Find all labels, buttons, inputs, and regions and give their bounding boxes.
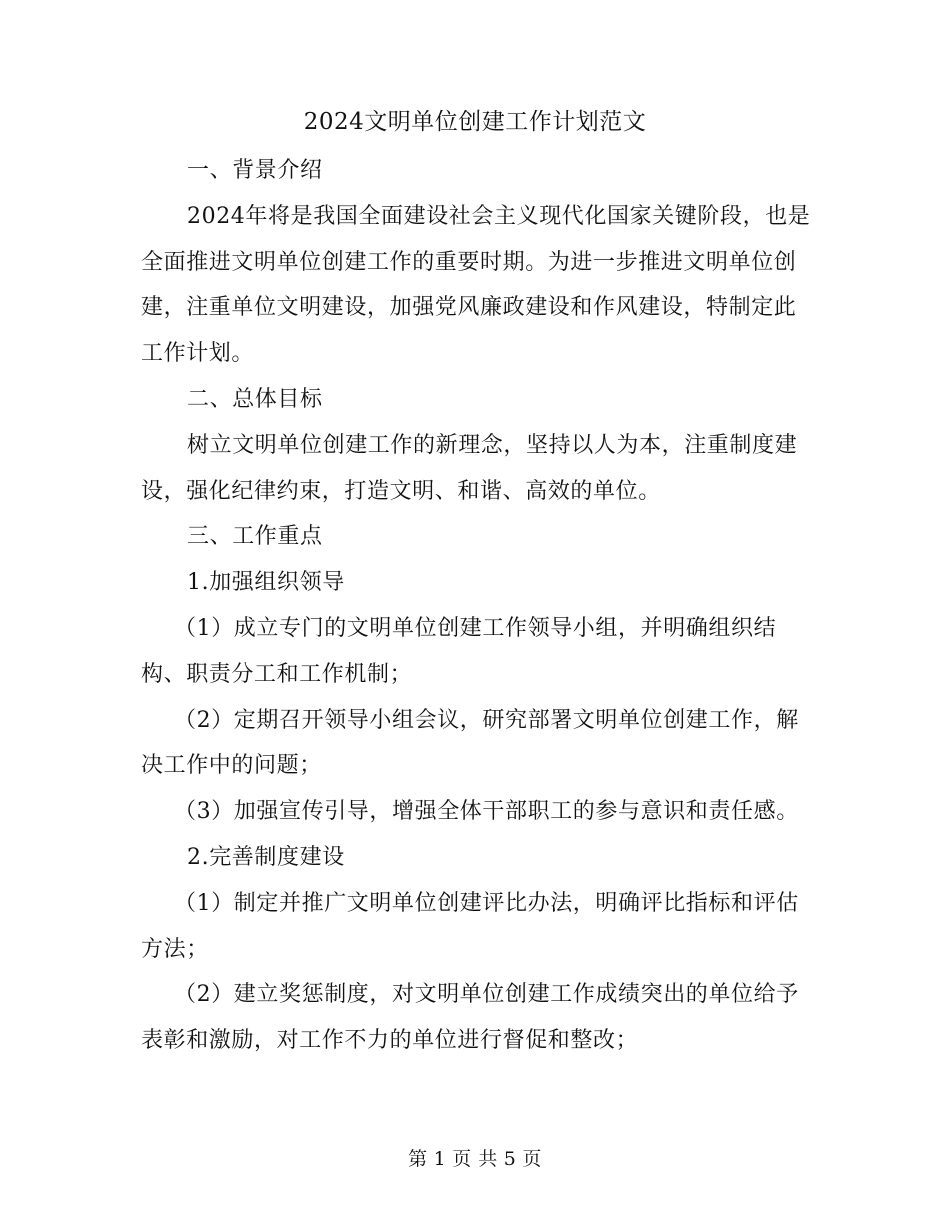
list-item: （1）制定并推广文明单位创建评比办法，明确评比指标和评估方法； xyxy=(141,890,799,962)
page-footer xyxy=(0,1144,950,1174)
list-item: （1）成立专门的文明单位创建工作领导小组，并明确组织结构、职责分工和工作机制； xyxy=(141,615,777,687)
section-heading-focus: 三、工作重点 xyxy=(187,524,323,550)
list-item: （2）定期召开领导小组会议，研究部署文明单位创建工作，解决工作中的问题； xyxy=(141,707,799,779)
footer-total-pages: 5 xyxy=(503,1148,517,1170)
document-title: 2024文明单位创建工作计划范文 xyxy=(303,109,647,135)
footer-middle: 页 共 xyxy=(452,1148,498,1170)
body-paragraph-goal: 树立文明单位创建工作的新理念，坚持以人为本，注重制度建设，强化纪律约束，打造文明、和谐、高效的单位。 xyxy=(141,432,798,504)
subheading-system: 2.完善制度建设 xyxy=(187,844,345,870)
body-paragraph-background: 2024年将是我国全面建设社会主义现代化国家关键阶段，也是全面推进文明单位创建工作的重要时期。为进一步推进文明单位创建，注重单位文明建设，加强党风廉政建设和作风建设，特制定此工作计划。 xyxy=(141,203,811,367)
section-heading-goal: 二、总体目标 xyxy=(187,386,323,412)
footer-suffix: 页 xyxy=(522,1148,542,1170)
document-body xyxy=(141,148,811,1064)
subheading-organization: 1.加强组织领导 xyxy=(187,570,345,596)
list-item: （3）加强宣传引导，增强全体干部职工的参与意识和责任感。 xyxy=(174,799,799,825)
footer-page-number: 1 xyxy=(433,1148,447,1170)
footer-prefix: 第 xyxy=(408,1148,428,1170)
section-heading-background: 一、背景介绍 xyxy=(187,158,323,183)
list-item: （2）建立奖惩制度，对文明单位创建工作成绩突出的单位给予表彰和激励，对工作不力的单位进行督促和整改； xyxy=(141,982,799,1054)
